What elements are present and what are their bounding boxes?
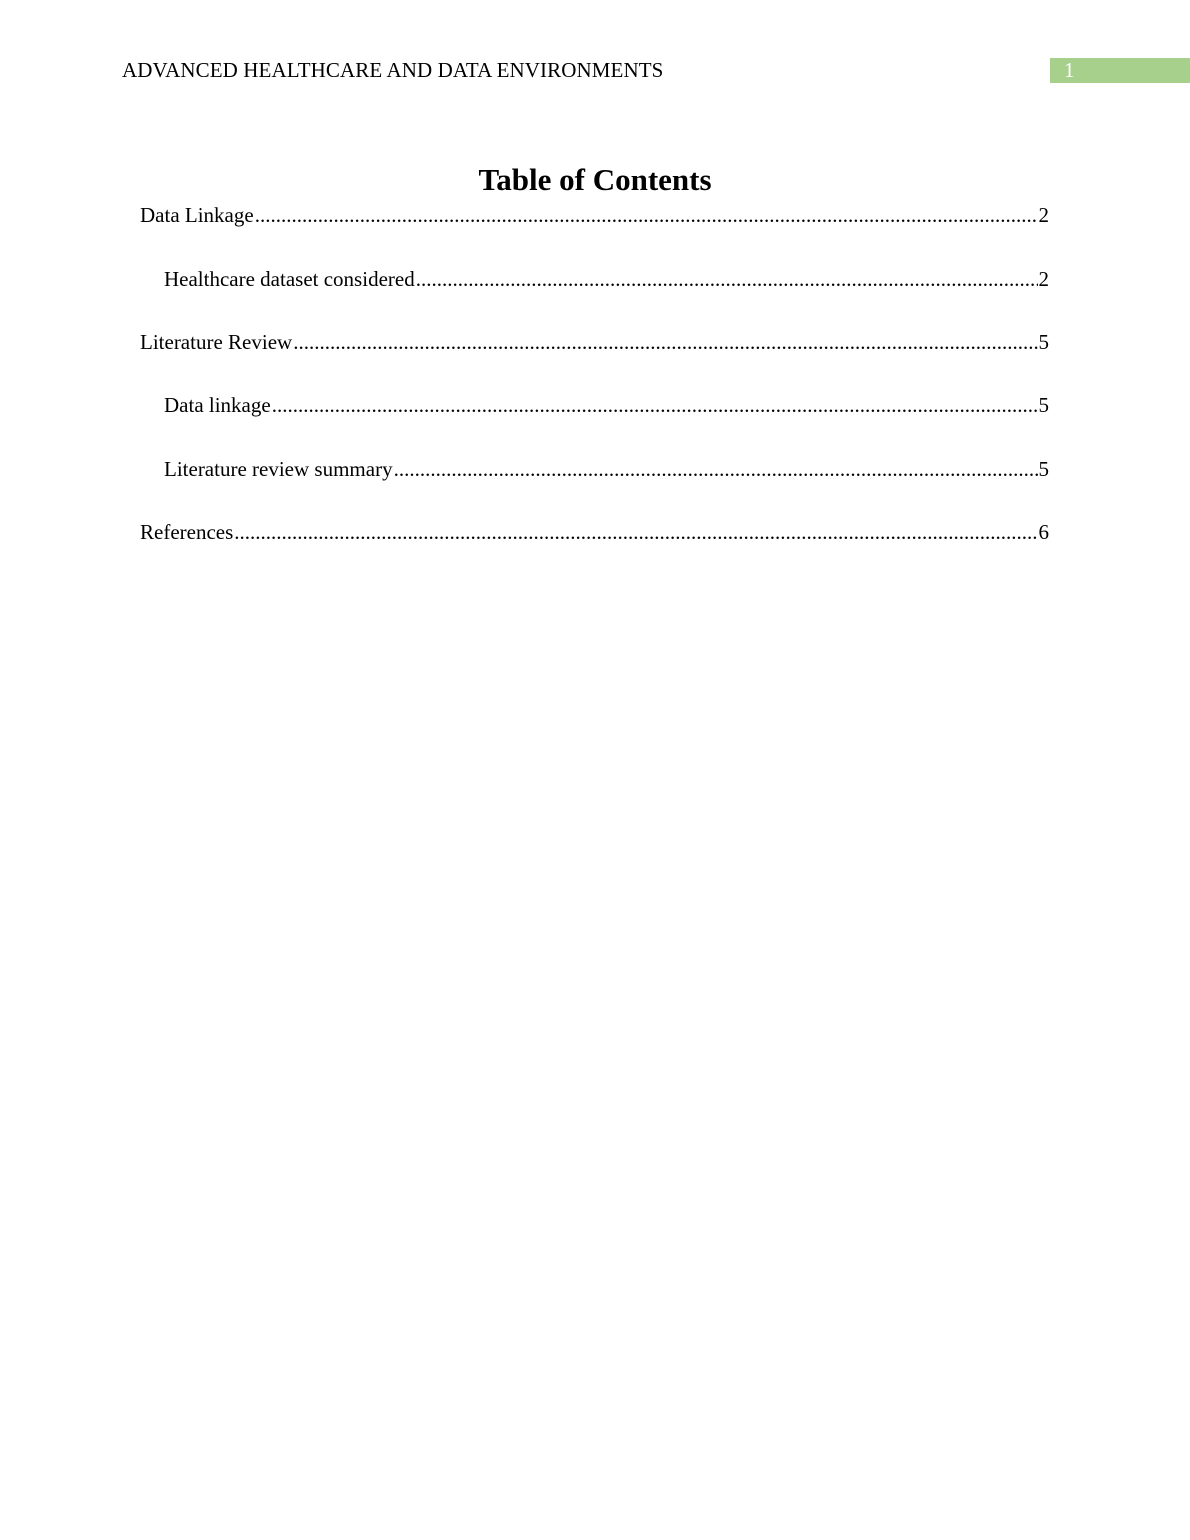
toc-entry-page: 5 (1038, 393, 1049, 417)
toc-entry-page: 2 (1038, 267, 1049, 291)
toc-dot-leader (293, 329, 1037, 355)
toc-entry-page: 2 (1038, 203, 1049, 227)
toc-entry-label: Literature review summary (164, 457, 393, 481)
toc-entry-literature-review[interactable] (140, 329, 1049, 355)
toc-entry-data-linkage[interactable] (140, 202, 1049, 228)
toc-dot-leader (255, 202, 1038, 228)
toc-entry-label: References (140, 520, 234, 544)
toc-entry-label: Healthcare dataset considered (164, 267, 415, 291)
page-number: 1 (1064, 58, 1075, 82)
toc-entry-label: Literature Review (140, 330, 293, 354)
toc-dot-leader (416, 266, 1038, 292)
toc-entry-page: 6 (1038, 520, 1049, 544)
toc-dot-leader (234, 519, 1037, 545)
toc-entry-data-linkage-sub[interactable] (164, 392, 1049, 418)
toc-title: Table of Contents (478, 162, 712, 197)
toc-entry-label: Data Linkage (140, 203, 254, 227)
toc-dot-leader (272, 392, 1038, 418)
toc-entry-references[interactable] (140, 519, 1049, 545)
toc-entry-healthcare-dataset[interactable] (164, 266, 1049, 292)
toc-dot-leader (394, 456, 1038, 482)
toc-entry-page: 5 (1038, 457, 1049, 481)
toc-entry-page: 5 (1038, 330, 1049, 354)
toc-entry-literature-review-summary[interactable] (164, 456, 1049, 482)
toc-entry-label: Data linkage (164, 393, 271, 417)
page-number-badge (1050, 58, 1190, 83)
running-title: ADVANCED HEALTHCARE AND DATA ENVIRONMENTS (122, 58, 664, 82)
